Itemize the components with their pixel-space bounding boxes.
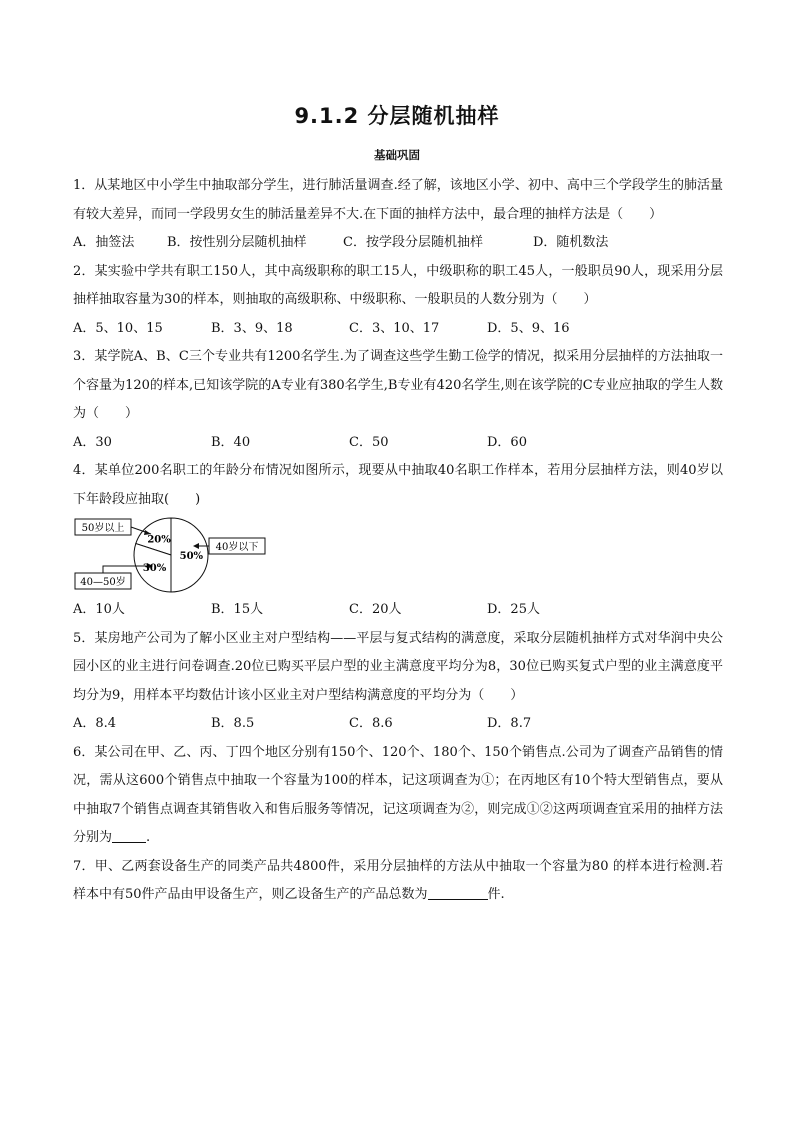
question-list xyxy=(73,172,723,910)
question-6: 6．某公司在甲、乙、丙、丁四个地区分别有150个、120个、180个、150个销售点.公司为了调查产品销售的情况，需从这600个销售点中抽取一个容量为100的样本，记这项调查为①；在丙地区有10个特大型销售点，要从中抽取7个销售点调查其销售收入和售后服务等情况，记这项调查为②，则完成①②这两项调查宜采用的抽样方法分别为 . xyxy=(73,744,723,845)
slice-label-over-50: 20% xyxy=(147,534,171,546)
age-pie-figure xyxy=(73,516,723,596)
answer-blank[interactable] xyxy=(112,828,146,843)
slice-label-40-50: 30% xyxy=(142,562,167,574)
question-7: 7．甲、乙两套设备生产的同类产品共4800件，采用分层抽样的方法从中抽取一个容量为80 的样本进行检测.若样本中有50件产品由甲设备生产，则乙设备生产的产品总数为 件. xyxy=(73,858,723,902)
question-5-options xyxy=(73,710,723,739)
option: B．按性别分层随机抽样 xyxy=(167,235,307,250)
option: B．15人 xyxy=(211,602,264,617)
option: C．按学段分层随机抽样 xyxy=(343,235,483,250)
question-5: 5．某房地产公司为了解小区业主对户型结构——平层与复式结构的满意度，采取分层随机抽样方式对华润中央公园小区的业主进行问卷调查.20位已购买平层户型的业主满意度平均分为8，30位已购买复式户型的业主满意度平均分为9，用样本平均数估计该小区业主对户型结构满意度的平均分为（ ） xyxy=(73,630,723,703)
question-3-options xyxy=(73,429,723,458)
answer-blank[interactable] xyxy=(428,885,488,900)
question-4-options xyxy=(73,596,723,625)
legend-label-over-50: 50岁以上 xyxy=(81,523,125,534)
option: C．20人 xyxy=(349,602,402,617)
option: D．随机数法 xyxy=(533,235,609,250)
option: B．3、9、18 xyxy=(211,320,293,336)
question-4: 4．某单位200名职工的年龄分布情况如图所示，现要从中抽取40名职工作样本，若用分层抽样方法，则40岁以下年龄段应抽取( ) xyxy=(73,463,723,507)
question-2: 2．某实验中学共有职工150人，其中高级职称的职工15人，中级职称的职工45人，一般职员90人，现采用分层抽样抽取容量为30的样本，则抽取的高级职称、中级职称、一般职员的人数分别为（ ） xyxy=(73,263,723,307)
option: A．30 xyxy=(73,434,112,450)
option: A．10人 xyxy=(73,602,125,617)
age-pie-chart xyxy=(73,516,333,596)
legend-label-under-40: 40岁以下 xyxy=(215,542,259,553)
option: A．5、10、15 xyxy=(73,320,163,336)
option: D．8.7 xyxy=(487,716,532,731)
option: C．50 xyxy=(349,434,389,450)
option: D．25人 xyxy=(487,602,540,617)
option: D．5、9、16 xyxy=(487,320,570,336)
page-title: 9.1.2 分层随机抽样 xyxy=(294,104,500,128)
option: B．40 xyxy=(211,434,251,450)
section-heading: 基础巩固 xyxy=(374,148,420,162)
slice-label-under-40: 50% xyxy=(179,551,204,562)
question-1: 1．从某地区中小学生中抽取部分学生，进行肺活量调查.经了解，该地区小学、初中、高中三个学段学生的肺活量有较大差异，而同一学段男女生的肺活量差异不大.在下面的抽样方法中，最合理的抽样方法是（ ） xyxy=(73,178,723,222)
option: D．60 xyxy=(487,434,527,450)
question-2-options xyxy=(73,315,723,344)
option: C．3、10、17 xyxy=(349,320,440,336)
option: A．抽签法 xyxy=(73,235,135,250)
option: B．8.5 xyxy=(211,716,255,731)
question-1-options xyxy=(73,229,723,258)
legend-label-40-50: 40—50岁 xyxy=(80,577,126,588)
question-3: 3．某学院A、B、C三个专业共有1200名学生.为了调查这些学生勤工俭学的情况，拟采用分层抽样的方法抽取一个容量为120的样本,已知该学院的A专业有380名学生,B专业有420名学生,则在该学院的C专业应抽取的学生人数为（ ） xyxy=(73,349,723,421)
option: A．8.4 xyxy=(73,716,117,731)
option: C．8.6 xyxy=(349,716,393,731)
